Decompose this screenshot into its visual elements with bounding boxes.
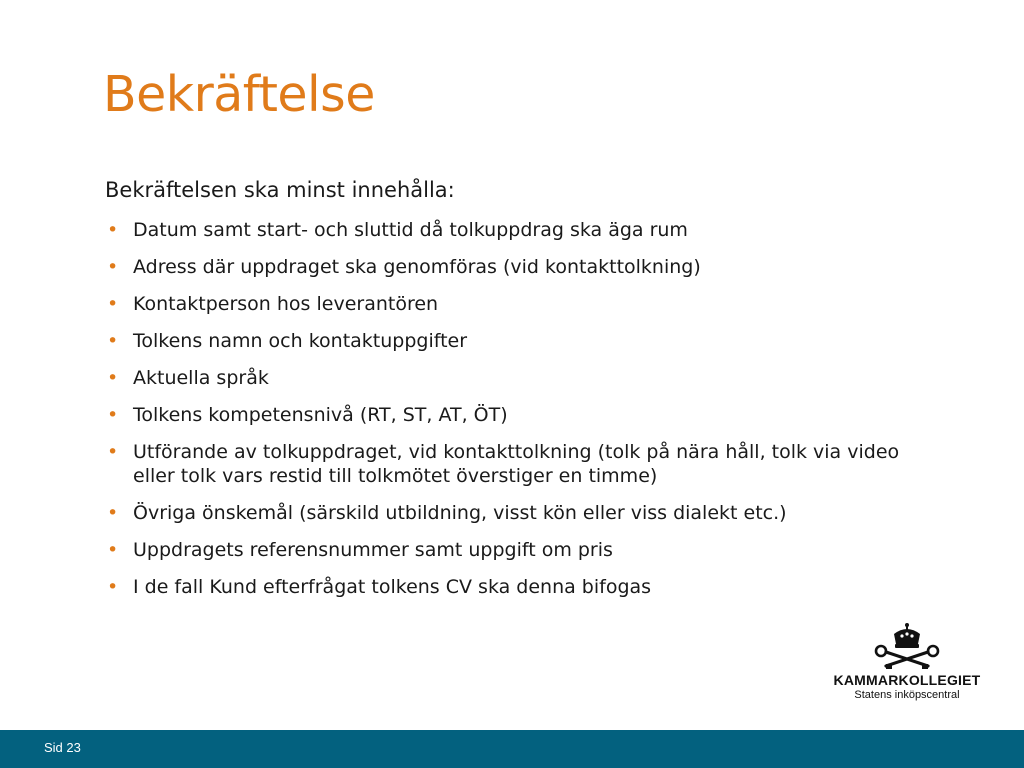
list-item-text: Aktuella språk — [133, 367, 269, 389]
intro-text: Bekräftelsen ska minst innehålla: — [105, 178, 455, 202]
list-item-text: Uppdragets referensnummer samt uppgift om pris — [133, 539, 613, 561]
list-item — [105, 366, 945, 390]
list-item-text: Övriga önskemål (särskild utbildning, visst kön eller viss dialekt etc.) — [133, 502, 787, 524]
list-item-text: Tolkens namn och kontaktuppgifter — [133, 330, 468, 352]
slide-title: Bekräftelse — [103, 66, 375, 123]
bullet-icon: • — [107, 219, 119, 241]
bullet-icon: • — [107, 441, 119, 463]
list-item — [105, 501, 945, 525]
list-item — [105, 440, 945, 488]
list-item-text: Utförande av tolkuppdraget, vid kontakttolkning (tolk på nära håll, tolk via video eller tolk vars restid till tolkmötet överstiger en timme) — [133, 441, 900, 487]
list-item-text: Tolkens kompetensnivå (RT, ST, AT, ÖT) — [133, 404, 508, 426]
bullet-icon: • — [107, 539, 119, 561]
logo-name: KAMMARKOLLEGIET — [833, 672, 981, 688]
bullet-list — [105, 218, 945, 612]
bullet-icon: • — [107, 576, 119, 598]
list-item — [105, 575, 945, 599]
list-item — [105, 538, 945, 562]
list-item-text: Adress där uppdraget ska genomföras (vid kontakttolkning) — [133, 256, 701, 278]
kammarkollegiet-logo — [826, 622, 988, 704]
list-item — [105, 292, 945, 316]
footer-bar — [0, 730, 1024, 768]
crown-crossed-keys-icon — [872, 622, 942, 670]
list-item-text: Datum samt start- och sluttid då tolkuppdrag ska äga rum — [133, 219, 688, 241]
list-item — [105, 255, 945, 279]
bullet-icon: • — [107, 404, 119, 426]
bullet-icon: • — [107, 256, 119, 278]
bullet-icon: • — [107, 502, 119, 524]
list-item-text: I de fall Kund efterfrågat tolkens CV ska denna bifogas — [133, 576, 652, 598]
bullet-icon: • — [107, 330, 119, 352]
list-item-text: Kontaktperson hos leverantören — [133, 293, 439, 315]
bullet-icon: • — [107, 367, 119, 389]
logo-subtitle: Statens inköpscentral — [854, 689, 960, 701]
page-number: Sid 23 — [44, 740, 81, 755]
list-item — [105, 403, 945, 427]
bullet-icon: • — [107, 293, 119, 315]
list-item — [105, 218, 945, 242]
list-item — [105, 329, 945, 353]
